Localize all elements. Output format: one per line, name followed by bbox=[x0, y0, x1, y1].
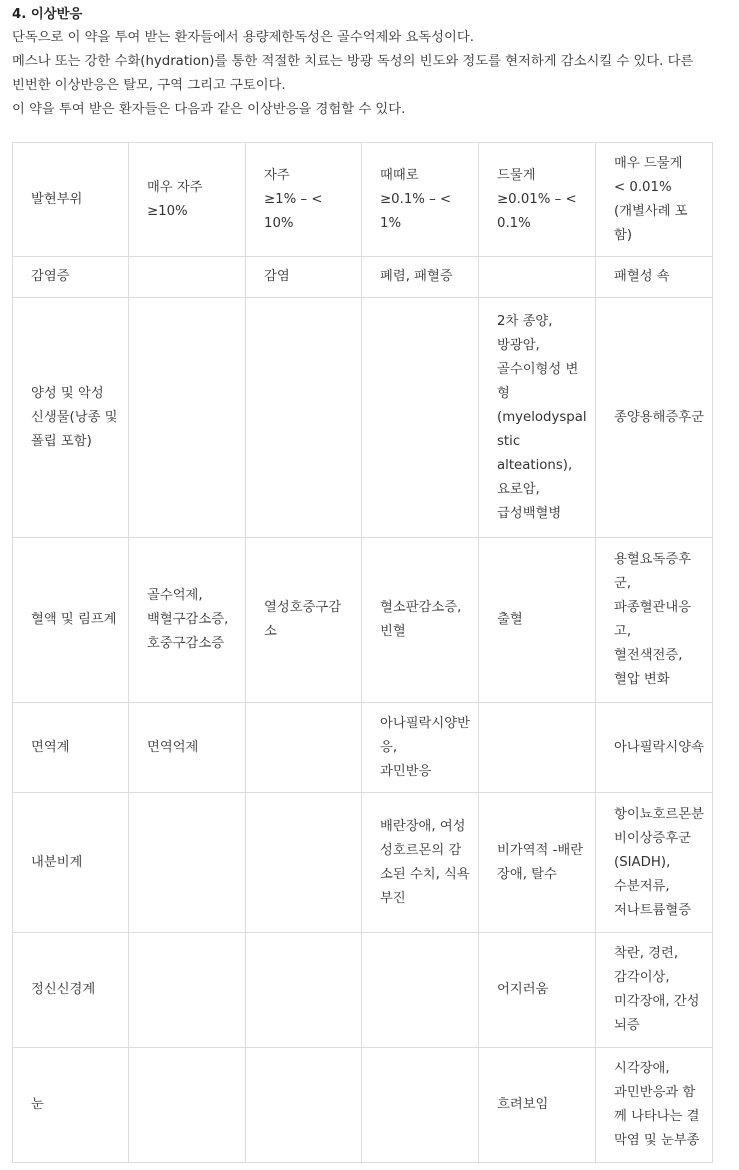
table-cell: 면역억제 bbox=[129, 703, 246, 793]
table-row bbox=[13, 257, 713, 298]
table-cell: 폐렴, 패혈증 bbox=[362, 257, 479, 298]
table-cell: 종양용해증후군 bbox=[596, 298, 713, 538]
table-cell: 항이뇨호르몬분비이상증후군(SIADH), 수분저류, 저나트륨혈증 bbox=[596, 793, 713, 933]
paragraph-frequent: 빈번한 이상반응은 탈모, 구역 그리고 구토이다. bbox=[12, 78, 286, 93]
section-title: 4. 이상반응 bbox=[12, 7, 83, 22]
table-cell: 흐려보임 bbox=[479, 1048, 596, 1163]
table-cell: 양성 및 악성 신생물(낭종 및 폴립 포함) bbox=[13, 298, 129, 538]
header-very-rare: 매우 드물게 < 0.01% (개별사례 포함) bbox=[596, 143, 713, 257]
table-cell: 골수억제, 백혈구감소증, 호중구감소증 bbox=[129, 538, 246, 703]
table-cell: 정신신경계 bbox=[13, 933, 129, 1048]
table-cell: 배란장애, 여성성호르몬의 감소된 수치, 식욕부진 bbox=[362, 793, 479, 933]
table-cell: 내분비계 bbox=[13, 793, 129, 933]
header-site: 발현부위 bbox=[13, 143, 129, 257]
table-cell: 감염증 bbox=[13, 257, 129, 298]
table-cell: 아나필락시양반응, 과민반응 bbox=[362, 703, 479, 793]
table-cell bbox=[129, 298, 246, 538]
table-row bbox=[13, 933, 713, 1048]
header-rare: 드물게 ≥0.01% – < 0.1% bbox=[479, 143, 596, 257]
table-cell: 어지러움 bbox=[479, 933, 596, 1048]
table-row bbox=[13, 703, 713, 793]
table-cell bbox=[362, 298, 479, 538]
header-uncommon: 때때로 ≥0.1% – < 1% bbox=[362, 143, 479, 257]
table-cell: 감염 bbox=[246, 257, 362, 298]
table-cell bbox=[246, 793, 362, 933]
table-cell bbox=[129, 257, 246, 298]
table-cell bbox=[246, 298, 362, 538]
paragraph-mesna: 메스나 또는 강한 수화(hydration)를 통한 적절한 치료는 방광 독성의 빈도와 정도를 현저하게 감소시킬 수 있다. 다른 bbox=[12, 54, 694, 69]
table-cell: 면역계 bbox=[13, 703, 129, 793]
table-row bbox=[13, 1048, 713, 1163]
table-cell bbox=[246, 933, 362, 1048]
table-cell: 2차 종양, 방광암, 골수이형성 변형 (myelodyspalstic alteations), 요로암, 급성백혈병 bbox=[479, 298, 596, 538]
table-row bbox=[13, 793, 713, 933]
table-cell bbox=[246, 1048, 362, 1163]
table-cell: 착란, 경련, 감각이상, 미각장애, 간성뇌증 bbox=[596, 933, 713, 1048]
table-header-row bbox=[13, 143, 713, 257]
table-cell: 시각장애, 과민반응과 함께 나타나는 결막염 및 눈부종 bbox=[596, 1048, 713, 1163]
table-row bbox=[13, 538, 713, 703]
table-cell bbox=[129, 793, 246, 933]
table-cell bbox=[479, 703, 596, 793]
table-cell: 출혈 bbox=[479, 538, 596, 703]
header-very-common: 매우 자주 ≥10% bbox=[129, 143, 246, 257]
table-cell: 용혈요독증후군, 파종혈관내응고, 혈전색전증, 혈압 변화 bbox=[596, 538, 713, 703]
table-cell bbox=[479, 257, 596, 298]
paragraph-intro-table: 이 약을 투여 받은 환자들은 다음과 같은 이상반응을 경험할 수 있다. bbox=[12, 102, 406, 117]
table-cell: 눈 bbox=[13, 1048, 129, 1163]
table-cell: 혈소판감소증, 빈혈 bbox=[362, 538, 479, 703]
table-cell bbox=[362, 933, 479, 1048]
table-cell: 혈액 및 림프계 bbox=[13, 538, 129, 703]
paragraph-dose-limiting: 단독으로 이 약을 투여 받는 환자들에서 용량제한독성은 골수억제와 요독성이다. bbox=[12, 30, 474, 45]
table-cell bbox=[129, 1048, 246, 1163]
table-cell bbox=[129, 933, 246, 1048]
table-cell: 아나필락시양쇽 bbox=[596, 703, 713, 793]
table-cell bbox=[246, 703, 362, 793]
table-cell: 비가역적 -배란장애, 탈수 bbox=[479, 793, 596, 933]
adverse-reactions-section bbox=[12, 4, 730, 122]
table-cell: 열성호중구감소 bbox=[246, 538, 362, 703]
table-cell: 패혈성 쇽 bbox=[596, 257, 713, 298]
table-cell bbox=[362, 1048, 479, 1163]
table-row bbox=[13, 298, 713, 538]
header-common: 자주 ≥1% – < 10% bbox=[246, 143, 362, 257]
adverse-reactions-table bbox=[12, 142, 713, 1163]
